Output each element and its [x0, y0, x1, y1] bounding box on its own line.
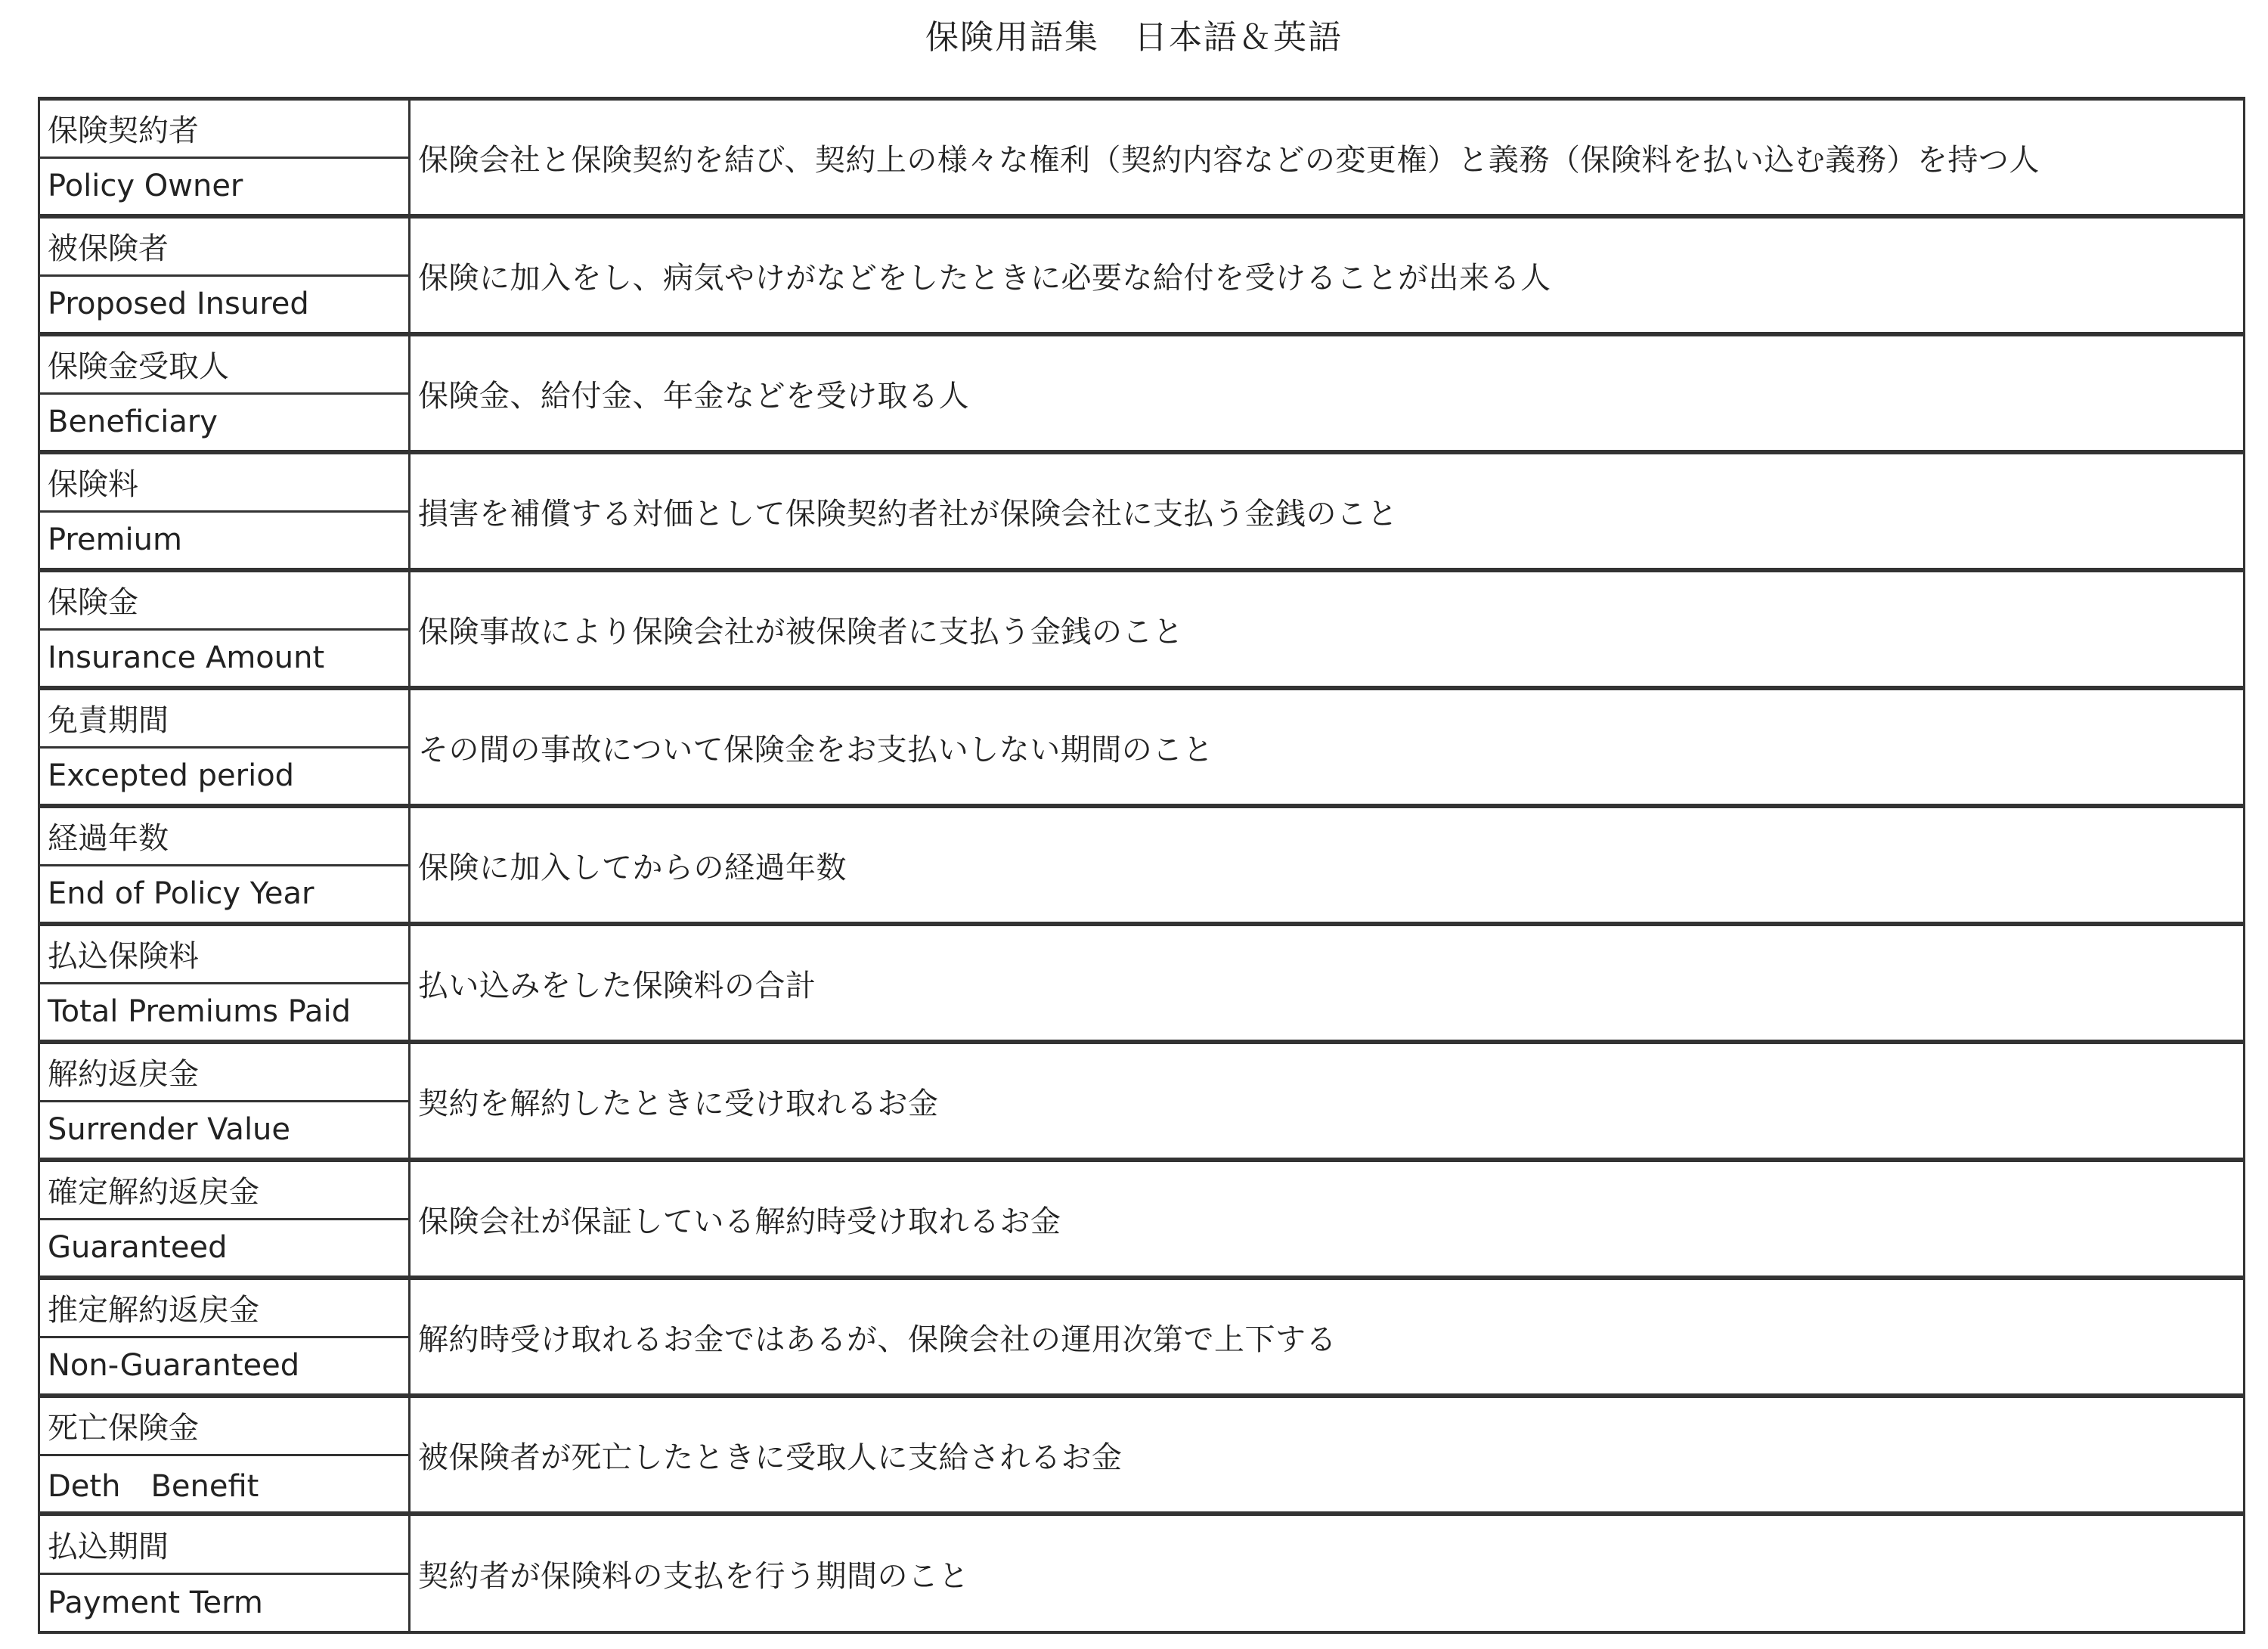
- term-japanese: 保険金: [40, 572, 408, 631]
- term-japanese: 経過年数: [40, 808, 408, 866]
- term-japanese: 払込期間: [40, 1516, 408, 1575]
- term-definition: 保険金、給付金、年金などを受け取る人: [418, 378, 969, 414]
- term-english: Deth Benefit: [48, 1468, 259, 1504]
- glossary-entry: [40, 219, 2243, 336]
- term-english: Insurance Amount: [48, 640, 325, 676]
- term-cell: [40, 572, 411, 686]
- term-japanese: 免責期間: [40, 690, 408, 749]
- term-definition: 保険会社が保証している解約時受け取れるお金: [418, 1204, 1061, 1239]
- term-english: Proposed Insured: [48, 287, 309, 322]
- term-english: Payment Term: [48, 1585, 263, 1620]
- term-japanese: 払込保険料: [40, 926, 408, 984]
- term-english: Non-Guaranteed: [48, 1348, 300, 1384]
- term-definition: 契約者が保険料の支払を行う期間のこと: [418, 1558, 969, 1594]
- glossary-entry: [40, 926, 2243, 1044]
- term-english: Surrender Value: [48, 1112, 291, 1148]
- glossary-entry: [40, 336, 2243, 454]
- term-cell: [40, 454, 411, 568]
- term-japanese: 推定解約返戻金: [40, 1280, 408, 1338]
- term-definition: 被保険者が死亡したときに受取人に支給されるお金: [418, 1440, 1123, 1475]
- glossary-entry: [40, 1162, 2243, 1280]
- term-cell: [40, 1044, 411, 1158]
- glossary-entry: [40, 1516, 2243, 1634]
- term-cell: [40, 690, 411, 804]
- term-cell: [40, 1516, 411, 1631]
- term-japanese: 被保険者: [40, 219, 408, 277]
- term-english: Beneficiary: [48, 405, 218, 440]
- term-definition: 解約時受け取れるお金ではあるが、保険会社の運用次第で上下する: [418, 1322, 1337, 1357]
- glossary-entry: [40, 454, 2243, 572]
- term-cell: [40, 1398, 411, 1511]
- glossary-entry: [40, 1280, 2243, 1398]
- page-title: 保険用語集 日本語＆英語: [925, 18, 1343, 57]
- term-cell: [40, 219, 411, 332]
- term-cell: [40, 1280, 411, 1393]
- term-english: Premium: [48, 522, 182, 558]
- term-definition: 保険に加入をし、病気やけがなどをしたときに必要な給付を受けることが出来る人: [418, 260, 1551, 296]
- term-cell: [40, 1162, 411, 1275]
- glossary-entry: [40, 690, 2243, 808]
- glossary-entry: [40, 1044, 2243, 1162]
- term-japanese: 解約返戻金: [40, 1044, 408, 1102]
- glossary-table: [38, 97, 2245, 1634]
- term-japanese: 確定解約返戻金: [40, 1162, 408, 1220]
- term-definition: 保険事故により保険会社が被保険者に支払う金銭のこと: [418, 614, 1184, 649]
- term-japanese: 保険料: [40, 454, 408, 513]
- term-japanese: 死亡保険金: [40, 1398, 408, 1456]
- term-definition: 損害を補償する対価として保険契約者社が保険会社に支払う金銭のこと: [418, 496, 1398, 532]
- term-definition: 払い込みをした保険料の合計: [418, 968, 816, 1003]
- glossary-entry: [40, 101, 2243, 219]
- term-cell: [40, 808, 411, 922]
- term-definition: 保険に加入してからの経過年数: [418, 850, 847, 885]
- term-english: End of Policy Year: [48, 876, 314, 912]
- term-definition: その間の事故について保険金をお支払いしない期間のこと: [418, 732, 1214, 767]
- term-cell: [40, 926, 411, 1040]
- term-cell: [40, 101, 411, 214]
- term-english: Guaranteed: [48, 1230, 228, 1266]
- term-definition: 保険会社と保険契約を結び、契約上の様々な権利（契約内容などの変更権）と義務（保険料を払い込む義務）を持つ人: [418, 142, 2040, 178]
- term-english: Policy Owner: [48, 169, 243, 204]
- term-cell: [40, 336, 411, 450]
- term-japanese: 保険金受取人: [40, 336, 408, 395]
- term-japanese: 保険契約者: [40, 101, 408, 159]
- term-english: Total Premiums Paid: [48, 994, 352, 1030]
- term-definition: 契約を解約したときに受け取れるお金: [418, 1086, 939, 1121]
- term-english: Excepted period: [48, 758, 295, 794]
- glossary-entry: [40, 572, 2243, 690]
- glossary-entry: [40, 808, 2243, 926]
- glossary-entry: [40, 1398, 2243, 1516]
